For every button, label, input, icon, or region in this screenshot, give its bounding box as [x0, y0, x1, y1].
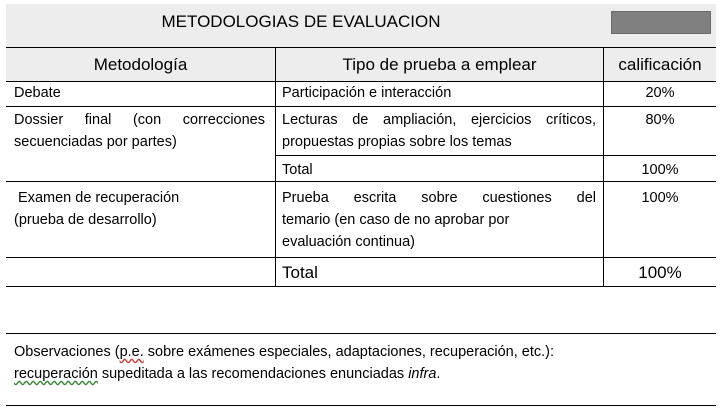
rule-header-top	[6, 47, 716, 48]
table-title: METODOLOGIAS DE EVALUACION	[161, 12, 441, 31]
row2-metodologia-line2: secuenciadas por partes)	[14, 134, 177, 150]
obs-line2	[14, 364, 440, 385]
header-metodologia: Metodología	[93, 55, 188, 74]
row4-tipo-line1: Prueba escrita sobre cuestiones del	[282, 190, 596, 206]
obs-label-pe: p.e.	[119, 344, 144, 360]
rule-row1	[6, 106, 716, 107]
rule-row4	[6, 257, 716, 258]
row2-calificacion: 80%	[645, 112, 675, 128]
row2-tipo-line2: propuestas propias sobre los temas	[282, 134, 512, 150]
rule-obs-top	[6, 333, 716, 334]
header-tipo: Tipo de prueba a emplear	[342, 55, 537, 74]
row2-tipo-line1: Lecturas de ampliación, ejercicios críticos,	[282, 112, 596, 128]
rule-obs-bottom	[6, 405, 716, 406]
col-divider-1	[275, 48, 276, 286]
row1-tipo: Participación e interacción	[282, 85, 452, 101]
rule-table-bottom	[6, 286, 716, 287]
row5-calificacion: 100%	[638, 263, 682, 282]
rule-row3	[6, 181, 716, 182]
obs-word-recuperacion: recuperación	[14, 366, 98, 382]
row4-tipo-line2: temario (en caso de no aprobar por	[282, 212, 510, 228]
row3-tipo: Total	[282, 162, 313, 178]
obs-line2-ital: infra	[408, 366, 437, 382]
row5-tipo: Total	[282, 263, 318, 282]
obs-label-post: sobre exámenes especiales, adaptaciones, recuperación, etc.):	[143, 344, 555, 360]
row3-calificacion: 100%	[641, 162, 679, 178]
row4-calificacion: 100%	[641, 190, 679, 206]
rule-row2	[275, 155, 716, 156]
rule-header-bottom	[6, 81, 716, 82]
obs-line2-end: .	[436, 366, 441, 382]
obs-line1	[14, 342, 554, 363]
row4-metodologia-line1: Examen de recuperación	[14, 190, 180, 206]
header-calificacion: calificación	[618, 55, 702, 74]
obs-label-pre: Observaciones (	[14, 344, 120, 360]
row4-metodologia-line2: (prueba de desarrollo)	[14, 212, 157, 228]
row1-calificacion: 20%	[645, 85, 675, 101]
row1-metodologia: Debate	[14, 85, 61, 101]
row2-metodologia-line1: Dossier final (con correcciones	[14, 112, 265, 128]
obs-line2-mid: supeditada a las recomendaciones enunciadas	[97, 366, 409, 382]
gray-block	[611, 11, 711, 34]
row4-tipo-line3: evaluación continua)	[282, 234, 416, 250]
